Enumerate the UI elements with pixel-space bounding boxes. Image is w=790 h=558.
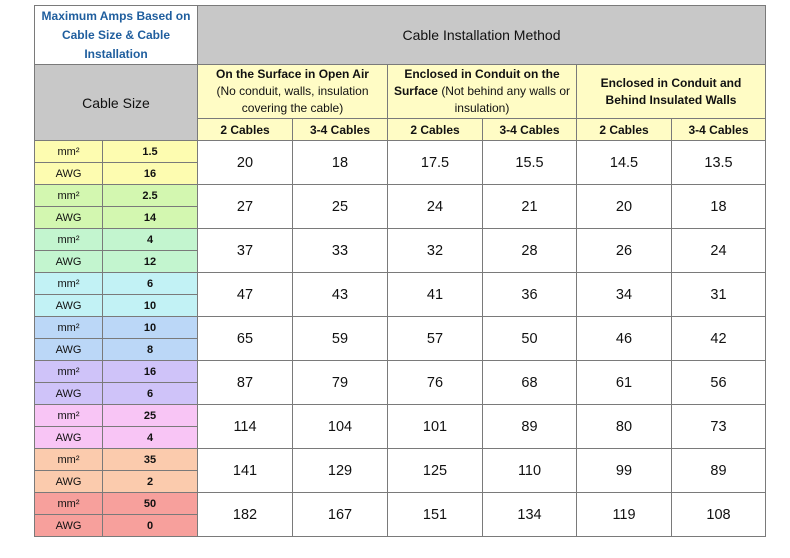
- table-corner-title: Maximum Amps Based on Cable Size & Cable Installation: [35, 6, 198, 65]
- amps-value: 15.5: [483, 141, 577, 185]
- cable-size-awg: 2: [103, 471, 198, 493]
- amps-value: 104: [293, 405, 388, 449]
- unit-label-awg: AWG: [35, 427, 103, 449]
- amps-value: 59: [293, 317, 388, 361]
- cable-size-mm2: 4: [103, 229, 198, 251]
- amps-value: 101: [388, 405, 483, 449]
- unit-label-mm2: mm²: [35, 185, 103, 207]
- subheader-cables: 2 Cables: [577, 119, 672, 141]
- cable-size-awg: 8: [103, 339, 198, 361]
- amps-value: 33: [293, 229, 388, 273]
- ampacity-table: [34, 5, 766, 537]
- group-title: Enclosed in Conduit on the Surface: [393, 67, 560, 98]
- amps-value: 20: [577, 185, 672, 229]
- amps-value: 41: [388, 273, 483, 317]
- amps-value: 42: [672, 317, 766, 361]
- amps-value: 43: [293, 273, 388, 317]
- cable-size-mm2: 25: [103, 405, 198, 427]
- amps-value: 99: [577, 449, 672, 493]
- group-conduit-surface-header: [388, 65, 577, 119]
- cable-size-awg: 12: [103, 251, 198, 273]
- cable-size-awg: 0: [103, 515, 198, 537]
- unit-label-mm2: mm²: [35, 229, 103, 251]
- cable-size-awg: 14: [103, 207, 198, 229]
- amps-value: 110: [483, 449, 577, 493]
- amps-value: 47: [198, 273, 293, 317]
- amps-value: 20: [198, 141, 293, 185]
- table-row: [35, 317, 766, 339]
- unit-label-mm2: mm²: [35, 273, 103, 295]
- amps-value: 65: [198, 317, 293, 361]
- ampacity-table-container: [34, 5, 766, 537]
- unit-label-mm2: mm²: [35, 493, 103, 515]
- cable-size-mm2: 16: [103, 361, 198, 383]
- amps-value: 129: [293, 449, 388, 493]
- amps-value: 24: [388, 185, 483, 229]
- unit-label-awg: AWG: [35, 163, 103, 185]
- group-open-air-header: [198, 65, 388, 119]
- group-title: On the Surface in Open Air: [216, 67, 369, 81]
- unit-label-awg: AWG: [35, 515, 103, 537]
- amps-value: 167: [293, 493, 388, 537]
- amps-value: 87: [198, 361, 293, 405]
- amps-value: 119: [577, 493, 672, 537]
- subheader-cables: 2 Cables: [198, 119, 293, 141]
- unit-label-mm2: mm²: [35, 361, 103, 383]
- group-conduit-walls-header: [577, 65, 766, 119]
- amps-value: 17.5: [388, 141, 483, 185]
- amps-value: 34: [577, 273, 672, 317]
- cable-size-awg: 6: [103, 383, 198, 405]
- unit-label-mm2: mm²: [35, 405, 103, 427]
- cable-size-mm2: 50: [103, 493, 198, 515]
- amps-value: 50: [483, 317, 577, 361]
- cable-size-mm2: 35: [103, 449, 198, 471]
- amps-value: 57: [388, 317, 483, 361]
- table-row: [35, 141, 766, 163]
- group-note: (No conduit, walls, insulation covering the cable): [216, 84, 369, 115]
- amps-value: 18: [293, 141, 388, 185]
- amps-value: 134: [483, 493, 577, 537]
- unit-label-awg: AWG: [35, 471, 103, 493]
- cable-size-awg: 10: [103, 295, 198, 317]
- amps-value: 27: [198, 185, 293, 229]
- amps-value: 56: [672, 361, 766, 405]
- amps-value: 36: [483, 273, 577, 317]
- subheader-cables: 2 Cables: [388, 119, 483, 141]
- amps-value: 73: [672, 405, 766, 449]
- table-row: [35, 185, 766, 207]
- amps-value: 25: [293, 185, 388, 229]
- amps-value: 80: [577, 405, 672, 449]
- amps-value: 141: [198, 449, 293, 493]
- cable-size-awg: 16: [103, 163, 198, 185]
- unit-label-mm2: mm²: [35, 141, 103, 163]
- amps-value: 13.5: [672, 141, 766, 185]
- unit-label-awg: AWG: [35, 339, 103, 361]
- amps-value: 24: [672, 229, 766, 273]
- group-note: (Not behind any walls or insulation): [441, 84, 571, 115]
- amps-value: 28: [483, 229, 577, 273]
- unit-label-awg: AWG: [35, 207, 103, 229]
- amps-value: 182: [198, 493, 293, 537]
- amps-value: 76: [388, 361, 483, 405]
- amps-value: 61: [577, 361, 672, 405]
- amps-value: 14.5: [577, 141, 672, 185]
- amps-value: 32: [388, 229, 483, 273]
- cable-size-mm2: 2.5: [103, 185, 198, 207]
- cable-size-mm2: 1.5: [103, 141, 198, 163]
- amps-value: 114: [198, 405, 293, 449]
- cable-size-header: Cable Size: [35, 65, 198, 141]
- amps-value: 151: [388, 493, 483, 537]
- amps-value: 108: [672, 493, 766, 537]
- subheader-cables: 3-4 Cables: [293, 119, 388, 141]
- amps-value: 26: [577, 229, 672, 273]
- amps-value: 79: [293, 361, 388, 405]
- unit-label-awg: AWG: [35, 251, 103, 273]
- table-row: [35, 229, 766, 251]
- table-row: [35, 361, 766, 383]
- amps-value: 46: [577, 317, 672, 361]
- cable-size-mm2: 6: [103, 273, 198, 295]
- amps-value: 125: [388, 449, 483, 493]
- subheader-cables: 3-4 Cables: [483, 119, 577, 141]
- amps-value: 89: [483, 405, 577, 449]
- amps-value: 89: [672, 449, 766, 493]
- cable-size-mm2: 10: [103, 317, 198, 339]
- amps-value: 37: [198, 229, 293, 273]
- table-row: [35, 273, 766, 295]
- amps-value: 31: [672, 273, 766, 317]
- cable-size-awg: 4: [103, 427, 198, 449]
- cable-installation-method-header: Cable Installation Method: [198, 6, 766, 65]
- unit-label-mm2: mm²: [35, 449, 103, 471]
- amps-value: 21: [483, 185, 577, 229]
- unit-label-awg: AWG: [35, 383, 103, 405]
- amps-value: 18: [672, 185, 766, 229]
- table-row: [35, 405, 766, 427]
- amps-value: 68: [483, 361, 577, 405]
- unit-label-awg: AWG: [35, 295, 103, 317]
- table-row: [35, 449, 766, 471]
- subheader-cables: 3-4 Cables: [672, 119, 766, 141]
- unit-label-mm2: mm²: [35, 317, 103, 339]
- table-row: [35, 493, 766, 515]
- group-title: Enclosed in Conduit and Behind Insulated Walls: [600, 75, 742, 107]
